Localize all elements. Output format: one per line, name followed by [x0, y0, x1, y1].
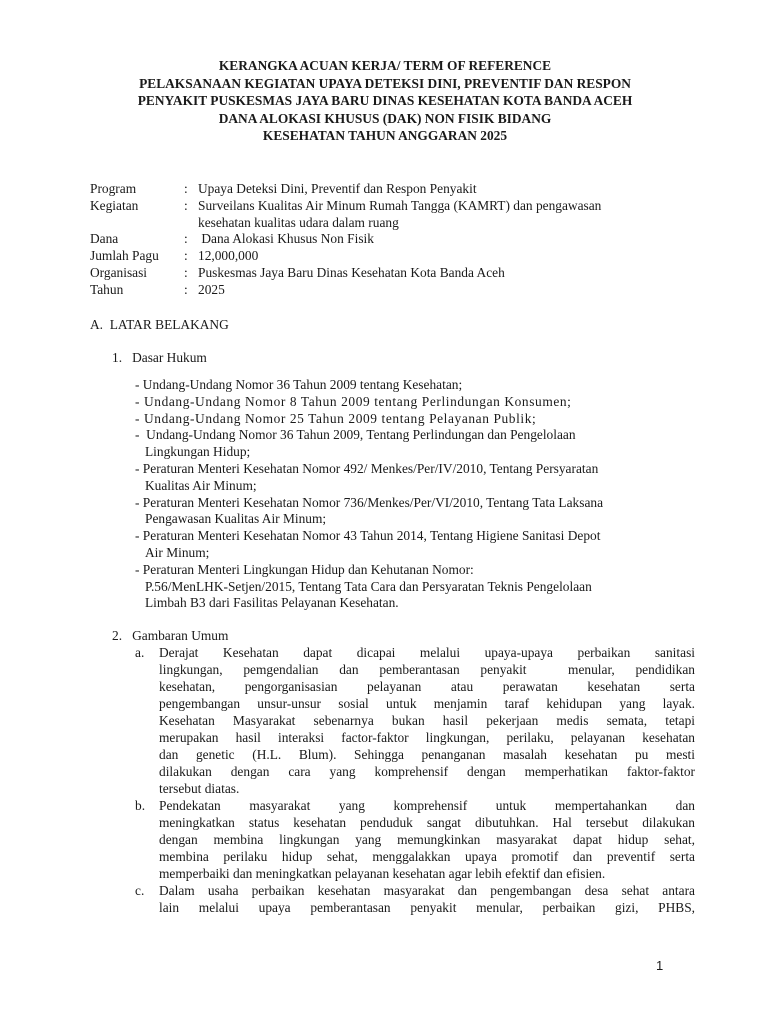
info-label: Organisasi — [90, 264, 148, 280]
title-line: KESEHATAN TAHUN ANGGARAN 2025 — [262, 128, 508, 143]
law-item: - Undang-Undang Nomor 8 Tahun 2009 tentang Perlindungan Konsumen; — [135, 393, 572, 409]
paragraph-line: dilakukan dengan cara yang komprehensif dengan memperhatikan faktor-faktor — [159, 764, 695, 779]
paragraph-b — [135, 797, 695, 882]
info-colon: : — [184, 197, 188, 213]
law-item-continuation: Kualitas Air Minum; — [145, 477, 257, 493]
law-item: - Peraturan Menteri Kesehatan Nomor 736/Menkes/Per/VI/2010, Tentang Tata Laksana — [135, 494, 604, 510]
info-value: 2025 — [198, 281, 225, 297]
info-row-kegiatan — [90, 198, 678, 215]
info-row-jumlah-pagu — [90, 248, 678, 265]
paragraph-line: tersebut diatas. — [159, 781, 240, 796]
paragraph-line: dengan membina lingkungan yang memungkinkan masyarakat dapat hidup sehat, — [159, 832, 695, 847]
law-item-continuation: Lingkungan Hidup; — [145, 444, 251, 460]
page-number: 1 — [656, 958, 664, 973]
info-row-dana — [90, 231, 678, 248]
info-colon: : — [184, 231, 188, 247]
title-line: KERANGKA ACUAN KERJA/ TERM OF REFERENCE — [218, 58, 552, 73]
law-item-continuation: Air Minum; — [145, 544, 210, 560]
law-item: - Peraturan Menteri Kesehatan Nomor 43 Tahun 2014, Tentang Higiene Sanitasi Depot — [135, 528, 601, 544]
paragraph-line: Derajat Kesehatan dapat dicapai melalui upaya-upaya perbaikan sanitasi — [159, 645, 695, 660]
title-line: DANA ALOKASI KHUSUS (DAK) NON FISIK BIDANG — [218, 110, 552, 126]
info-colon: : — [184, 181, 188, 196]
info-label: Tahun — [90, 281, 124, 297]
section-heading: A. LATAR BELAKANG — [90, 317, 229, 332]
info-value-continuation: kesehatan kualitas udara dalam ruang — [198, 214, 399, 230]
paragraph-line: dan genetic (H.L. Blum). Sehingga penanganan masalah kesehatan pu mesti — [159, 747, 695, 762]
paragraph-line: Pendekatan masyarakat yang komprehensif untuk mempertahankan dan — [159, 798, 695, 813]
info-colon: : — [184, 248, 188, 264]
paragraph-letter: c. — [135, 883, 145, 898]
paragraph-line: lain melalui upaya pemberantasan penyakit menular, perbaikan gizi, PHBS, — [159, 900, 695, 915]
paragraph-line: membina perilaku hidup sehat, menggalakkan upaya promotif dan preventif serta — [159, 849, 695, 864]
law-item: - Undang-Undang Nomor 36 Tahun 2009, Tentang Perlindungan dan Pengelolaan — [135, 427, 576, 443]
legal-basis-list — [135, 377, 695, 612]
info-colon: : — [184, 264, 188, 280]
law-item: - Undang-Undang Nomor 36 Tahun 2009 tentang Kesehatan; — [135, 377, 463, 392]
law-item-continuation: Limbah B3 dari Fasilitas Pelayanan Kesehatan. — [145, 595, 399, 611]
info-value: 12,000,000 — [198, 248, 259, 264]
title-line: PENYAKIT PUSKESMAS JAYA BARU DINAS KESEHATAN KOTA BANDA ACEH — [137, 93, 633, 108]
paragraph-line: lingkungan, pemgendalian dan pemberantasan penyakit menular, pendidikan — [159, 662, 695, 677]
info-label: Program — [90, 181, 137, 196]
paragraph-line: memperbaiki dan meningkatkan pelayanan kesehatan agar lebih efektif dan efisien. — [159, 866, 606, 881]
info-row-program — [90, 181, 678, 198]
paragraph-letter: a. — [135, 645, 145, 660]
paragraph-line: merupakan hasil interaksi factor-faktor lingkungan, perilaku, pelayanan kesehatan — [159, 730, 695, 745]
law-item-continuation: P.56/MenLHK-Setjen/2015, Tentang Tata Cara dan Persyaratan Teknis Pengelolaan — [145, 578, 592, 594]
info-label: Kegiatan — [90, 197, 139, 213]
info-value: Surveilans Kualitas Air Minum Rumah Tangga (KAMRT) dan pengawasan — [198, 197, 602, 213]
title-line: PELAKSANAAN KEGIATAN UPAYA DETEKSI DINI, PREVENTIF DAN RESPON — [139, 75, 631, 91]
paragraph-a — [135, 644, 695, 797]
law-item: - Peraturan Menteri Lingkungan Hidup dan Kehutanan Nomor: — [135, 561, 474, 577]
info-label: Jumlah Pagu — [90, 248, 159, 264]
info-row-tahun — [90, 282, 678, 299]
program-info — [90, 181, 678, 299]
document-title — [80, 57, 690, 145]
paragraph-line: Dalam usaha perbaikan kesehatan masyarakat dan pengembangan desa sehat antara — [159, 883, 695, 898]
info-value: Upaya Deteksi Dini, Preventif dan Respon Penyakit — [198, 181, 477, 196]
paragraph-line: Kesehatan Masyarakat sebenarnya bukan hasil pekerjaan medis semata, tetapi — [159, 713, 695, 728]
paragraph-c — [135, 882, 695, 916]
info-colon: : — [184, 281, 188, 297]
paragraph-line: pengembangan unsur-unsur sosial untuk menjamin taraf kehidupan yang layak. — [159, 696, 695, 711]
info-value: Dana Alokasi Khusus Non Fisik — [198, 231, 374, 247]
paragraph-letter: b. — [135, 798, 146, 813]
law-item-continuation: Pengawasan Kualitas Air Minum; — [145, 511, 327, 527]
law-item: - Peraturan Menteri Kesehatan Nomor 492/ Menkes/Per/IV/2010, Tentang Persyaratan — [135, 460, 599, 476]
subsection-heading: 2. Gambaran Umum — [112, 628, 229, 643]
info-label: Dana — [90, 231, 119, 247]
info-value: Puskesmas Jaya Baru Dinas Kesehatan Kota Banda Aceh — [198, 264, 505, 280]
paragraph-line: kesehatan, pengorganisasian pelayanan atau perawatan kesehatan serta — [159, 679, 695, 694]
subsection-heading: 1. Dasar Hukum — [112, 350, 207, 365]
law-item: - Undang-Undang Nomor 25 Tahun 2009 tentang Pelayanan Publik; — [135, 410, 537, 426]
paragraph-line: meningkatkan status kesehatan penduduk sangat dibutuhkan. Hal tersebut dilakukan — [159, 815, 695, 830]
info-row-organisasi — [90, 265, 678, 282]
